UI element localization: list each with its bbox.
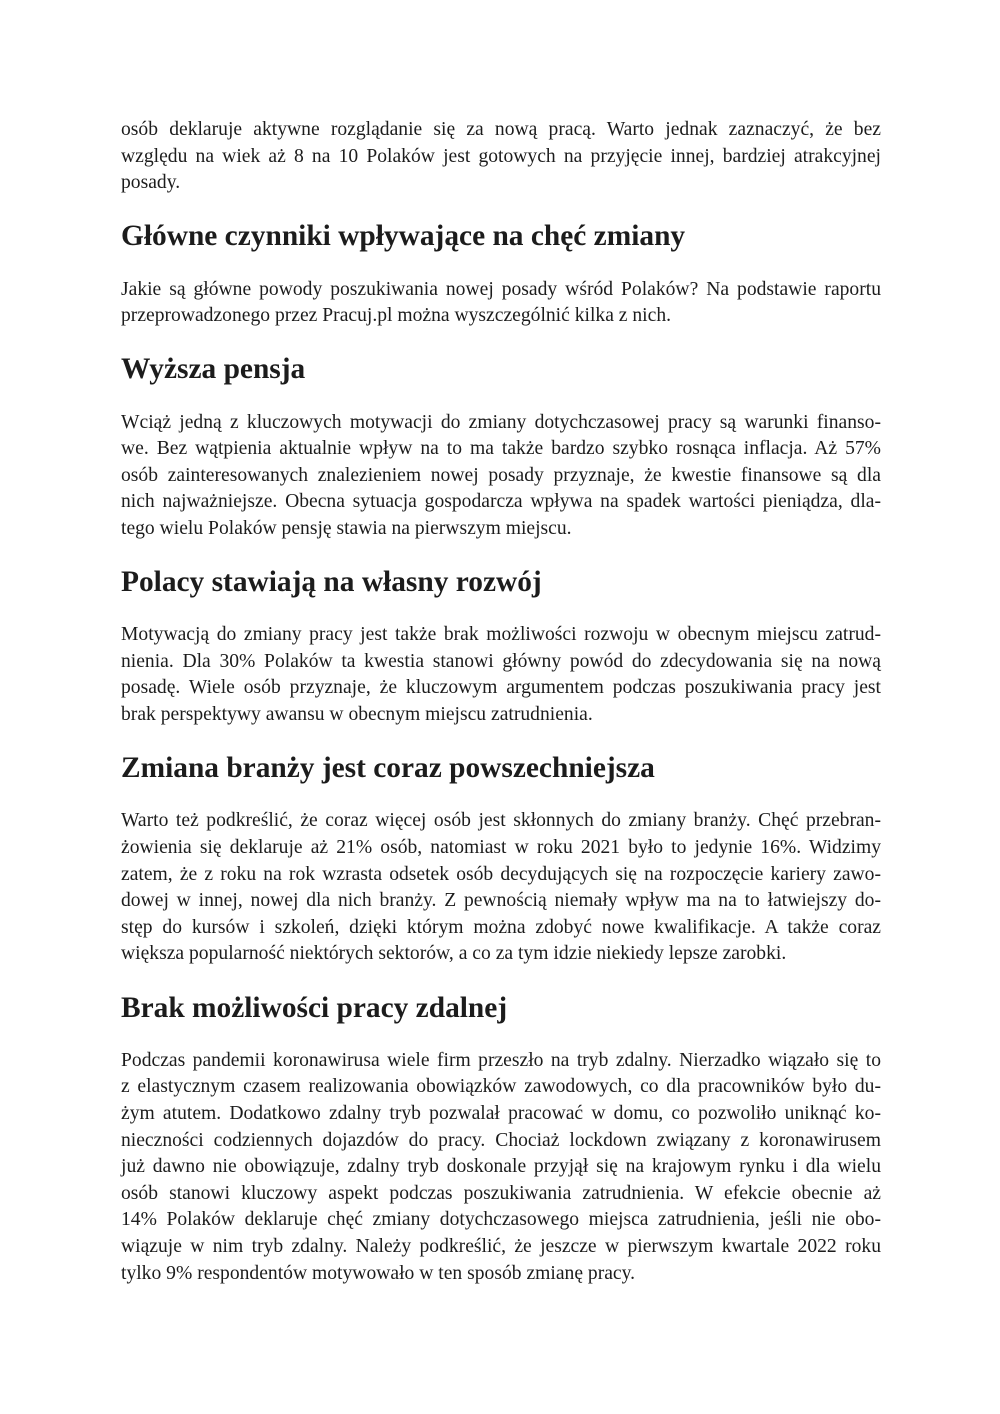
text-line: Jakie są główne powody poszukiwania nowej posady wśród Polaków? Na podstawie raportu [121,278,881,300]
text-line: nienia. Dla 30% Polaków ta kwestia stanowi główny powód do zdecydowania się na nową [121,650,881,672]
document-page [121,117,881,1287]
text-line: osób stanowi kluczowy aspekt podczas poszukiwania zatrudnienia. W efekcie obecnie aż [121,1182,881,1204]
text-line: Podczas pandemii koronawirusa wiele firm przeszło na tryb zdalny. Nierzadko wiązało się to [121,1049,881,1071]
paragraph-intro [121,117,881,197]
paragraph-industry [121,808,881,968]
section-heading: Wyższa pensja [121,353,306,386]
text-line: większa popularność niektórych sektorów, a co za tym idzie niekiedy lepsze zarobki. [121,943,787,965]
text-line: dowej w innej, nowej dla nich branży. Z pewnością niemały wpływ ma na to łatwiejszy do- [121,890,881,912]
text-line: żym atutem. Dodatkowo zdalny tryb pozwalał pracować w domu, co pozwoliło uniknąć ko- [121,1102,881,1124]
section-heading: Polacy stawiają na własny rozwój [121,566,542,599]
paragraph-development [121,622,881,728]
text-line: żowienia się deklaruje aż 21% osób, natomiast w roku 2021 było to jedynie 16%. Widzimy [121,837,881,859]
paragraph-remote [121,1048,881,1287]
text-line: nieczności codziennych dojazdów do pracy. Chociaż lockdown związany z koronawirusem [121,1129,881,1151]
paragraph-salary [121,410,881,543]
text-line: już dawno nie obowiązuje, zdalny tryb doskonale przyjął się na krajowym rynku i dla wielu [121,1156,881,1178]
text-line: nich najważniejsze. Obecna sytuacja gospodarcza wpływa na spadek wartości pieniądza, dla- [121,491,881,513]
text-line: wiązuje w nim tryb zdalny. Należy podkreślić, że jeszcze w pierwszym kwartale 2022 roku [121,1235,881,1257]
text-line: z elastycznym czasem realizowania obowiązków zawodowych, co dla pracowników było du- [121,1076,881,1098]
text-line: posadę. Wiele osób przyznaje, że kluczowym argumentem podczas poszukiwania pracy jest [121,677,881,699]
text-line: zatem, że z roku na rok wzrasta odsetek osób decydujących się na rozpoczęcie kariery zawo- [121,863,881,885]
text-line: 14% Polaków deklaruje chęć zmiany dotychczasowego miejsca zatrudnienia, jeśli nie obo- [121,1209,881,1231]
text-line: we. Bez wątpienia aktualnie wpływ na to ma także bardzo szybko rosnąca inflacja. Aż 57% [121,438,881,460]
text-line: względu na wiek aż 8 na 10 Polaków jest gotowych na przyjęcie innej, bardziej atrakcyjnej [121,145,881,167]
text-line: brak perspektywy awansu w obecnym miejscu zatrudnienia. [121,704,593,726]
section-heading: Główne czynniki wpływające na chęć zmiany [121,220,686,253]
section-heading: Brak możliwości pracy zdalnej [121,991,508,1024]
text-line: stęp do kursów i szkoleń, dzięki którym można zdobyć nowe kwalifikacje. A także coraz [121,916,881,938]
text-line: Motywacją do zmiany pracy jest także brak możliwości rozwoju w obecnym miejscu zatrud- [121,624,881,646]
text-line: osób zainteresowanych znalezieniem nowej posady przyznaje, że kwestie finansowe są dla [121,464,881,486]
paragraph-factors [121,277,881,330]
text-line: tylko 9% respondentów motywowało w ten sposób zmianę pracy. [121,1262,636,1284]
text-line: przeprowadzonego przez Pracuj.pl można wyszczególnić kilka z nich. [121,305,672,327]
text-line: Wciąż jedną z kluczowych motywacji do zmiany dotychczasowej pracy są warunki finanso- [121,411,881,433]
section-heading: Zmiana branży jest coraz powszechniejsza [121,752,655,785]
text-line: posady. [121,172,181,194]
text-line: osób deklaruje aktywne rozglądanie się za nową pracą. Warto jednak zaznaczyć, że bez [121,119,881,140]
text-line: Warto też podkreślić, że coraz więcej osób jest skłonnych do zmiany branży. Chęć przebran- [121,810,881,832]
text-line: tego wielu Polaków pensję stawia na pierwszym miejscu. [121,517,572,539]
